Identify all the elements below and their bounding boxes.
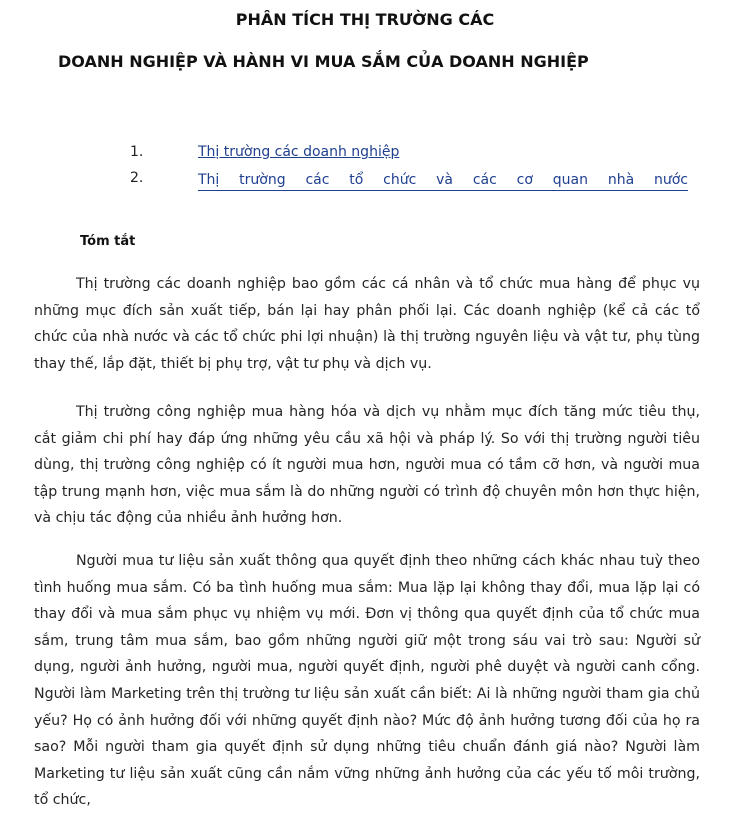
summary-heading: Tóm tắt xyxy=(80,234,136,249)
document-title-line-1: PHÂN TÍCH THỊ TRƯỜNG CÁC xyxy=(235,10,495,29)
body-paragraph: Thị trường công nghiệp mua hàng hóa và dịch vụ nhằm mục đích tăng mức tiêu thụ, cắt giảm chi phí hay đáp ứng những yêu cầu xã hội và pháp lý. So với thị trường người tiêu dùng, thị trường công nghiệp có ít người mua hơn, người mua có tầm cỡ hơn, và người mua tập trung mạnh hơn, việc mua sắm là do những người có trình độ chuyên môn hơn thực hiện, và chịu tác động của nhiều ảnh hưởng hơn. xyxy=(34,404,700,527)
document-title-line-2: DOANH NGHIỆP VÀ HÀNH VI MUA SẮM CỦA DOANH NGHIỆP xyxy=(58,52,589,71)
toc-item-number: 1. xyxy=(130,144,144,160)
toc-link-business-market[interactable]: Thị trường các doanh nghiệp xyxy=(198,144,400,160)
toc-item-number: 2. xyxy=(130,170,144,186)
toc-item xyxy=(130,170,690,192)
body-paragraph: Thị trường các doanh nghiệp bao gồm các cá nhân và tổ chức mua hàng để phục vụ những mục đích sản xuất tiếp, bán lại hay phân phối lại. Các doanh nghiệp (kể cả các tổ chức của nhà nước và các tổ chức phi lợi nhuận) là thị trường nguyên liệu và vật tư, phụ tùng thay thế, lắp đặt, thiết bị phụ trợ, vật tư phụ và dịch vụ. xyxy=(34,276,700,372)
toc-link-government-market[interactable]: Thị trường các tổ chức và các cơ quan nhà nước xyxy=(198,170,688,191)
body-paragraph: Người mua tư liệu sản xuất thông qua quyết định theo những cách khác nhau tuỳ theo tình huống mua sắm. Có ba tình huống mua sắm: Mua lặp lại không thay đổi, mua lặp lại có thay đổi và mua sắm phục vụ nhiệm vụ mới. Đơn vị thông qua quyết định của tổ chức mua sắm, trung tâm mua sắm, bao gồm những người giữ một trong sáu vai trò sau: Người sử dụng, người ảnh hưởng, người mua, người quyết định, người phê duyệt và người canh cổng. Người làm Marketing trên thị trường tư liệu sản xuất cần biết: Ai là những người tham gia chủ yếu? Họ có ảnh hưởng đối với những quyết định nào? Mức độ ảnh hưởng tương đối của họ ra sao? Mỗi người tham gia quyết định sử dụng những tiêu chuẩn đánh giá nào? Người làm Marketing tư liệu sản xuất cũng cần nắm vững những ảnh hưởng của các yếu tố môi trường, tổ chức, xyxy=(34,553,700,809)
toc-item xyxy=(130,144,690,166)
